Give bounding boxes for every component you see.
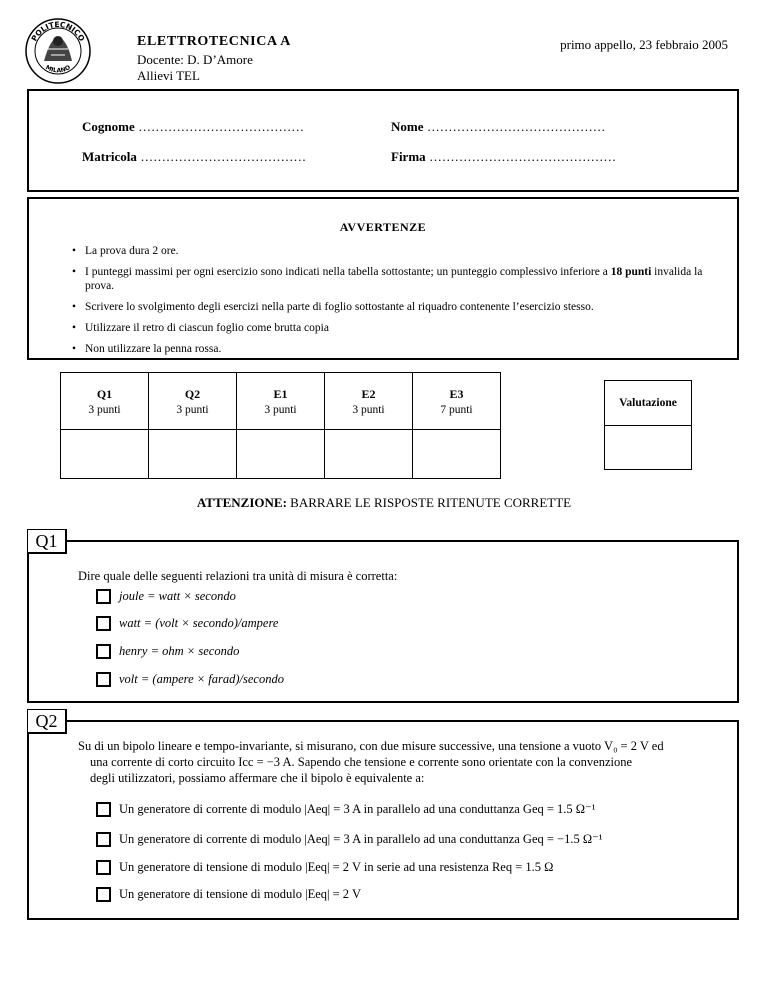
exam-date: primo appello, 23 febbraio 2005: [560, 37, 728, 52]
evaluation-label: Valutazione: [605, 381, 691, 426]
signature-field[interactable]: Firma ............................................: [391, 149, 617, 164]
q2-question: [78, 738, 738, 786]
q1-option-1-text: joule = watt × secondo: [119, 589, 236, 603]
warnings-box: [27, 197, 739, 360]
surname-label: Cognome: [82, 119, 135, 134]
seal-text-bottom: MILANO: [44, 64, 72, 75]
score-header-e2: E2 3 punti: [325, 373, 413, 430]
surname-field[interactable]: Cognome .......................................: [82, 119, 305, 134]
q2-option-3[interactable]: [96, 860, 553, 875]
warning-item-text: I punteggi massimi per ogni esercizio sono indicati nella tabella sottostante; un punteggio complessivo inferiore a: [85, 266, 608, 278]
svg-text:MILANO: [44, 64, 71, 74]
q2-option-1-text: Un generatore di corrente di modulo |Aeq| = 3 A in parallelo ad una conduttanza Geq = 1.5 Ω⁻¹: [119, 802, 596, 816]
q2-option-1[interactable]: [96, 801, 595, 817]
q2-option-4-text: Un generatore di tensione di modulo |Eeq| = 2 V: [119, 887, 361, 901]
score-header-q1: Q1 3 punti: [61, 373, 149, 430]
name-label: Nome: [391, 119, 424, 134]
id-number-field[interactable]: Matricola .......................................: [82, 149, 307, 164]
score-table: [60, 372, 501, 479]
q1-option-1[interactable]: [96, 589, 236, 604]
warning-item: • Non utilizzare la penna rossa.: [85, 342, 725, 356]
q1-option-2-checkbox[interactable]: [96, 616, 111, 631]
warnings-title: AVVERTENZE: [339, 220, 427, 234]
q1-option-4-checkbox[interactable]: [96, 672, 111, 687]
q2-option-1-checkbox[interactable]: [96, 802, 111, 817]
q1-question: Dire quale delle seguenti relazioni tra unità di misura è corretta:: [78, 569, 398, 583]
attention-text: BARRARE LE RISPOSTE RITENUTE CORRETTE: [290, 495, 572, 510]
warning-item: • La prova dura 2 ore.: [85, 244, 725, 258]
q2-question-line-3: degli utilizzatori, possiamo affermare che il bipolo è equivalente a:: [90, 771, 425, 785]
q2-label: Q2: [27, 709, 67, 734]
score-cell-e2[interactable]: [325, 430, 413, 479]
attention-note: [0, 495, 768, 511]
warning-item-bold: 18 punti: [610, 266, 652, 278]
score-cell-e1[interactable]: [237, 430, 325, 479]
q2-option-2-checkbox[interactable]: [96, 832, 111, 847]
warning-item: [85, 265, 725, 293]
q1-option-2[interactable]: [96, 616, 278, 631]
warnings-list: [85, 244, 725, 363]
politecnico-seal-logo: [24, 17, 92, 85]
score-cell-q2[interactable]: [149, 430, 237, 479]
name-field[interactable]: Nome ..........................................: [391, 119, 606, 134]
evaluation-cell[interactable]: [605, 426, 691, 470]
score-header-e3: E3 7 punti: [413, 373, 501, 430]
warning-item: • Scrivere lo svolgimento degli esercizi nella parte di foglio sottostante al riquadro contenente l’esercizio stesso.: [85, 300, 725, 314]
score-cell-e3[interactable]: [413, 430, 501, 479]
attention-label: ATTENZIONE:: [196, 495, 287, 510]
q1-option-3[interactable]: [96, 644, 239, 659]
q2-question-line-2: una corrente di corto circuito Icc = −3 A. Sapendo che tensione e corrente sono orientate con la convenzione: [90, 755, 633, 769]
warning-item: • Utilizzare il retro di ciascun foglio come brutta copia: [85, 321, 725, 335]
q2-question-line-1: Su di un bipolo lineare e tempo-invariante, si misurano, con due misure successive, una tensione a vuoto V₀ = 2 V ed: [78, 739, 664, 753]
q1-option-3-text: henry = ohm × secondo: [119, 644, 240, 658]
q2-option-4[interactable]: [96, 887, 361, 902]
q2-option-3-checkbox[interactable]: [96, 860, 111, 875]
q2-option-4-checkbox[interactable]: [96, 887, 111, 902]
q1-option-4-text: volt = (ampere × farad)/secondo: [119, 672, 284, 686]
id-number-label: Matricola: [82, 149, 137, 164]
students-group: Allievi TEL: [137, 68, 200, 83]
evaluation-box: [604, 380, 692, 470]
warning-item-tail: invalida la prova.: [85, 266, 703, 292]
q1-label: Q1: [27, 529, 67, 554]
identity-box: [27, 89, 739, 192]
q2-option-2-text: Un generatore di corrente di modulo |Aeq| = 3 A in parallelo ad una conduttanza Geq = −1.5 Ω⁻¹: [119, 832, 603, 846]
q1-option-1-checkbox[interactable]: [96, 589, 111, 604]
q2-option-2[interactable]: [96, 831, 603, 847]
seal-text-top: POLITECNICO: [29, 19, 87, 43]
q1-option-4[interactable]: [96, 672, 284, 687]
q1-option-2-text: watt = (volt × secondo)/ampere: [119, 616, 279, 630]
score-cell-q1[interactable]: [61, 430, 149, 479]
score-header-q2: Q2 3 punti: [149, 373, 237, 430]
q2-option-3-text: Un generatore di tensione di modulo |Eeq| = 2 V in serie ad una resistenza Req = 1.5 Ω: [119, 860, 554, 874]
score-header-e1: E1 3 punti: [237, 373, 325, 430]
teacher-name: Docente: D. D’Amore: [137, 52, 253, 67]
course-title: ELETTROTECNICA A: [137, 34, 291, 49]
signature-label: Firma: [391, 149, 426, 164]
q1-option-3-checkbox[interactable]: [96, 644, 111, 659]
